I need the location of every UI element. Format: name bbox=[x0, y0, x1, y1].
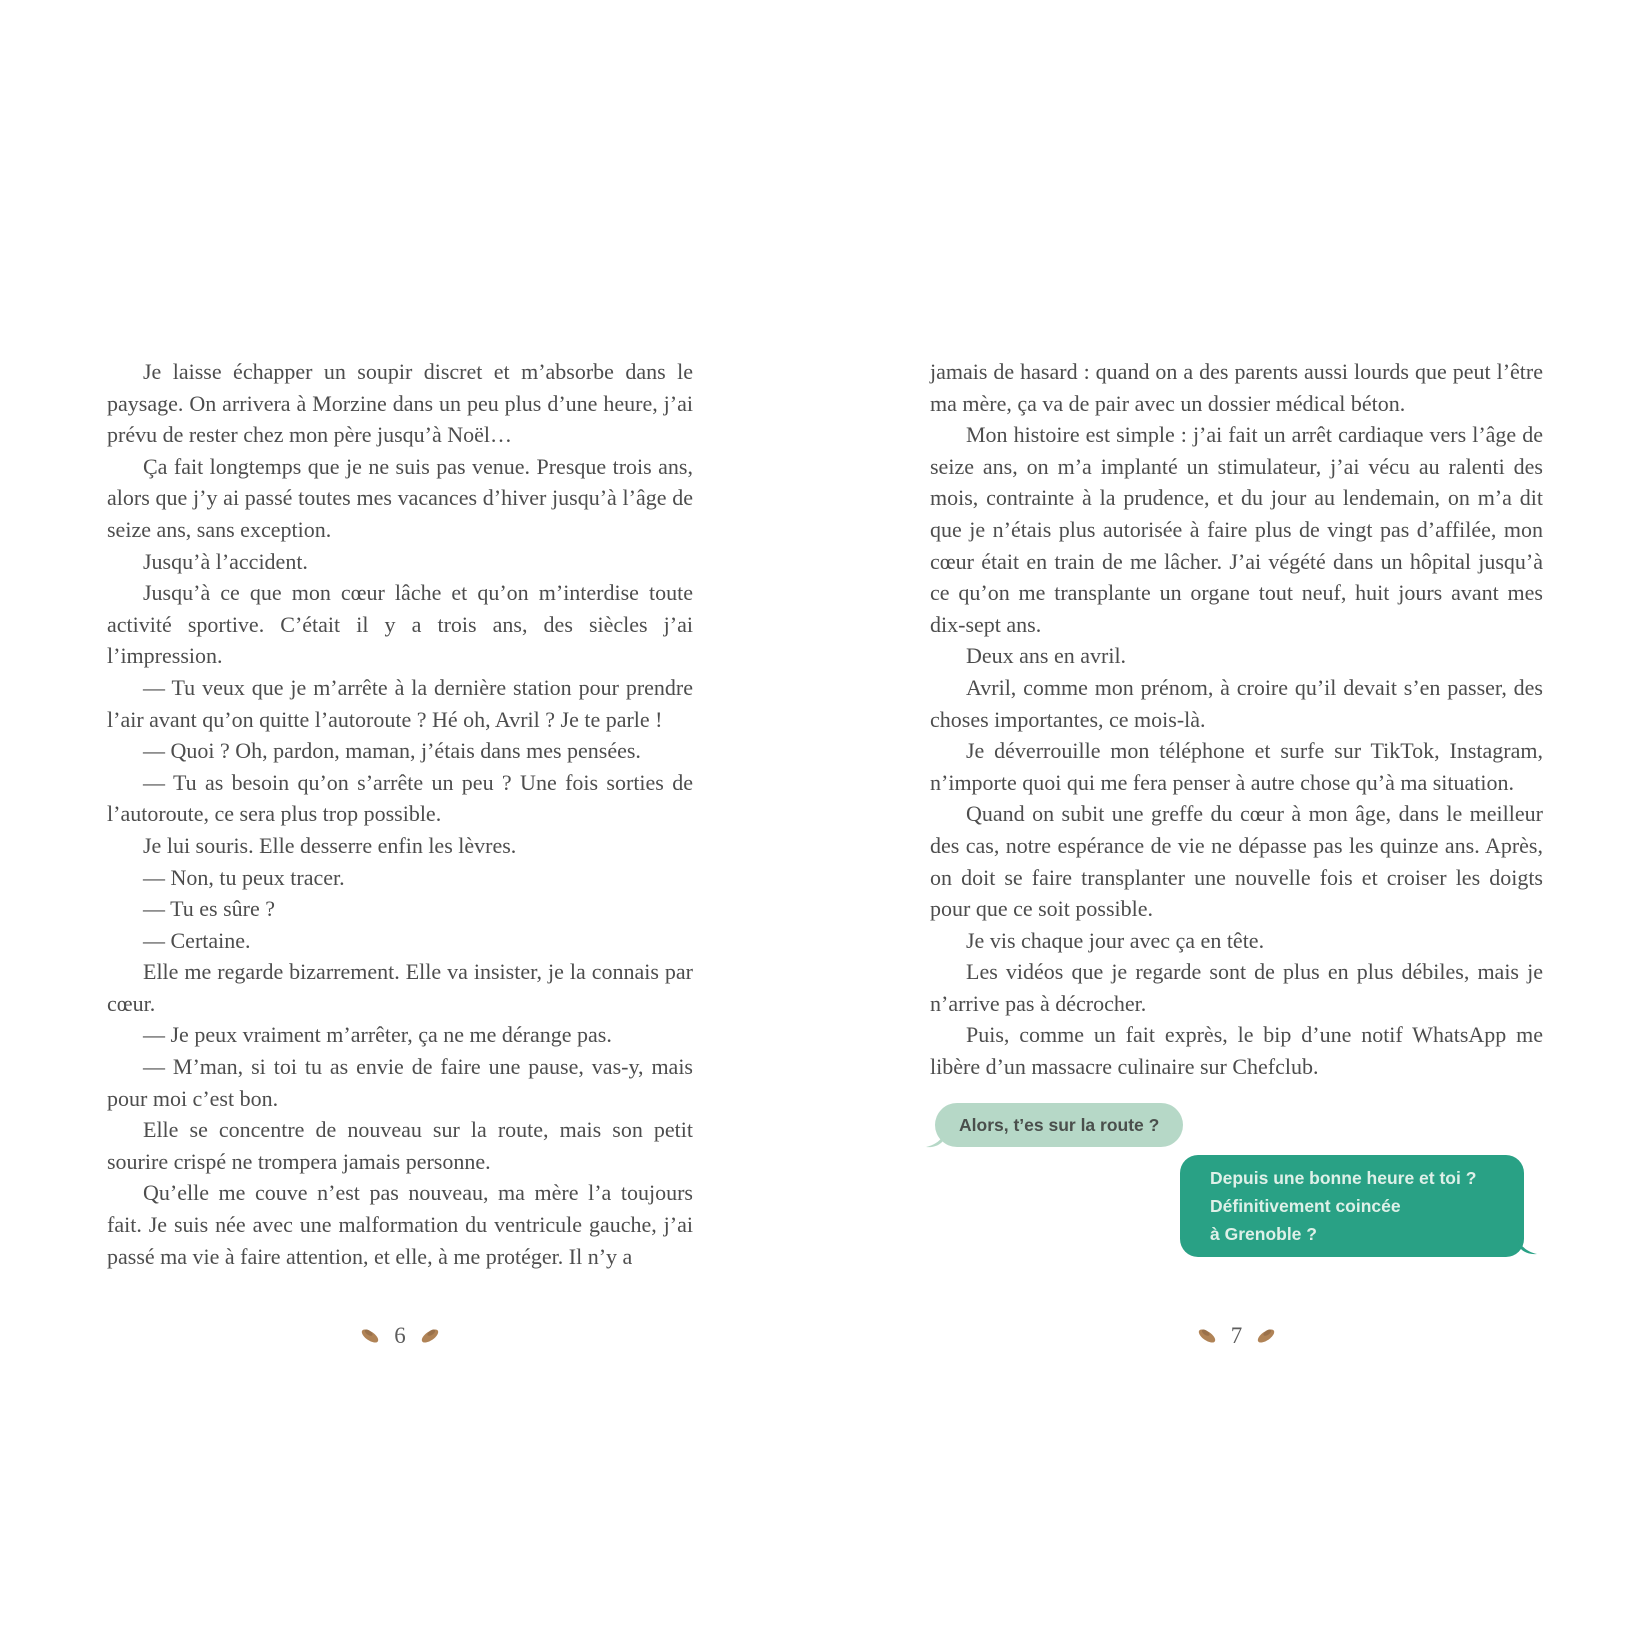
chat-bubble-incoming-text: Alors, t’es sur la route ? bbox=[959, 1115, 1160, 1135]
paragraph: Avril, comme mon prénom, à croire qu’il devait s’en passer, des choses importantes, ce mois-là. bbox=[930, 674, 1543, 732]
paragraph: Je lui souris. Elle desserre enfin les lèvres. bbox=[143, 832, 517, 858]
chat-bubble-outgoing-line: à Grenoble ? bbox=[1210, 1224, 1317, 1244]
paragraph: Puis, comme un fait exprès, le bip d’une notif WhatsApp me libère d’un massacre culinaire sur Chefclub. bbox=[930, 1022, 1543, 1080]
paragraph-dialogue: — Certaine. bbox=[143, 927, 251, 953]
leaf-ornament-left-icon bbox=[1194, 1326, 1220, 1346]
paragraph: Qu’elle me couve n’est pas nouveau, ma mère l’a toujours fait. Je suis née avec une malformation du ventricule gauche, j’ai passé ma vie à faire attention, et elle, à me protéger. Il n’y a bbox=[107, 1180, 693, 1269]
chat-bubble-outgoing bbox=[1180, 1155, 1524, 1257]
paragraph-dialogue: — Tu as besoin qu’on s’arrête un peu ? Une fois sorties de l’autoroute, ce sera plus trop possible. bbox=[107, 769, 693, 827]
paragraph-dialogue: — Non, tu peux tracer. bbox=[143, 864, 345, 890]
incoming-bubble-tail-icon bbox=[926, 1131, 946, 1148]
leaf-ornament-right-icon bbox=[417, 1326, 443, 1346]
paragraph: Elle me regarde bizarrement. Elle va insister, je la connais par cœur. bbox=[107, 959, 693, 1016]
leaf-ornament-right-icon bbox=[1253, 1326, 1279, 1346]
chat-bubble-outgoing-line: Définitivement coincée bbox=[1210, 1196, 1401, 1216]
page-6-text-column bbox=[107, 356, 693, 1272]
paragraph: Deux ans en avril. bbox=[966, 643, 1127, 669]
page-7-footer bbox=[930, 1318, 1543, 1354]
paragraph: jamais de hasard : quand on a des parents aussi lourds que peut l’être ma mère, ça va de pair avec un dossier médical béton. bbox=[930, 359, 1543, 416]
chat-bubble-incoming bbox=[935, 1103, 1183, 1147]
paragraph-dialogue: — Quoi ? Oh, pardon, maman, j’étais dans mes pensées. bbox=[143, 738, 641, 764]
paragraph-dialogue: — Je peux vraiment m’arrêter, ça ne me dérange pas. bbox=[143, 1022, 612, 1048]
page-number: 6 bbox=[394, 1323, 406, 1348]
paragraph: Elle se concentre de nouveau sur la route, mais son petit sourire crispé ne trompera jamais personne. bbox=[107, 1117, 693, 1174]
page-7-text-column bbox=[930, 356, 1543, 1083]
leaf-ornament-left-icon bbox=[357, 1326, 383, 1346]
paragraph-dialogue: — M’man, si toi tu as envie de faire une pause, vas-y, mais pour moi c’est bon. bbox=[107, 1054, 693, 1111]
paragraph: Ça fait longtemps que je ne suis pas venue. Presque trois ans, alors que j’y ai passé toutes mes vacances d’hiver jusqu’à l’âge de seize ans, sans exception. bbox=[107, 453, 693, 542]
paragraph: Je vis chaque jour avec ça en tête. bbox=[966, 927, 1265, 953]
paragraph: Les vidéos que je regarde sont de plus en plus débiles, mais je n’arrive pas à décrocher. bbox=[930, 959, 1543, 1016]
page-number: 7 bbox=[1230, 1323, 1243, 1348]
paragraph: Mon histoire est simple : j’ai fait un arrêt cardiaque vers l’âge de seize ans, on m’a implanté un stimulateur, j’ai vécu au ralenti des mois, contrainte à la prudence, et du jour au lendemain, on m’a dit que je n’étais plus autorisée à faire plus de vingt pas d’affilée, mon cœur était en train de me lâcher. J’ai végété dans un hôpital jusqu’à ce qu’on me transplante un organe tout neuf, huit jours avant mes dix-sept ans. bbox=[930, 422, 1543, 637]
chat-bubble-outgoing-line: Depuis une bonne heure et toi ? bbox=[1210, 1168, 1477, 1188]
paragraph: Quand on subit une greffe du cœur à mon âge, dans le meilleur des cas, notre espérance de vie ne dépasse pas les quinze ans. Après, on doit se faire transplanter une nouvelle fois et croiser les doigts pour que ce soit possible. bbox=[930, 801, 1543, 922]
paragraph: Jusqu’à l’accident. bbox=[143, 548, 308, 574]
paragraph-dialogue: — Tu es sûre ? bbox=[143, 896, 276, 922]
paragraph: Jusqu’à ce que mon cœur lâche et qu’on m’interdise toute activité sportive. C’était il y a trois ans, des siècles j’ai l’impression. bbox=[107, 580, 693, 669]
page-6-footer bbox=[107, 1318, 693, 1354]
paragraph: Je déverrouille mon téléphone et surfe sur TikTok, Instagram, n’importe quoi qui me fera penser à autre chose qu’à ma situation. bbox=[930, 738, 1543, 795]
paragraph: Je laisse échapper un soupir discret et m’absorbe dans le paysage. On arrivera à Morzine dans un peu plus d’une heure, j’ai prévu de rester chez mon père jusqu’à Noël… bbox=[107, 359, 693, 448]
outgoing-bubble-tail-icon bbox=[1517, 1238, 1537, 1255]
paragraph-dialogue: — Tu veux que je m’arrête à la dernière station pour prendre l’air avant qu’on quitte l’autoroute ? Hé oh, Avril ? Je te parle ! bbox=[107, 674, 693, 732]
